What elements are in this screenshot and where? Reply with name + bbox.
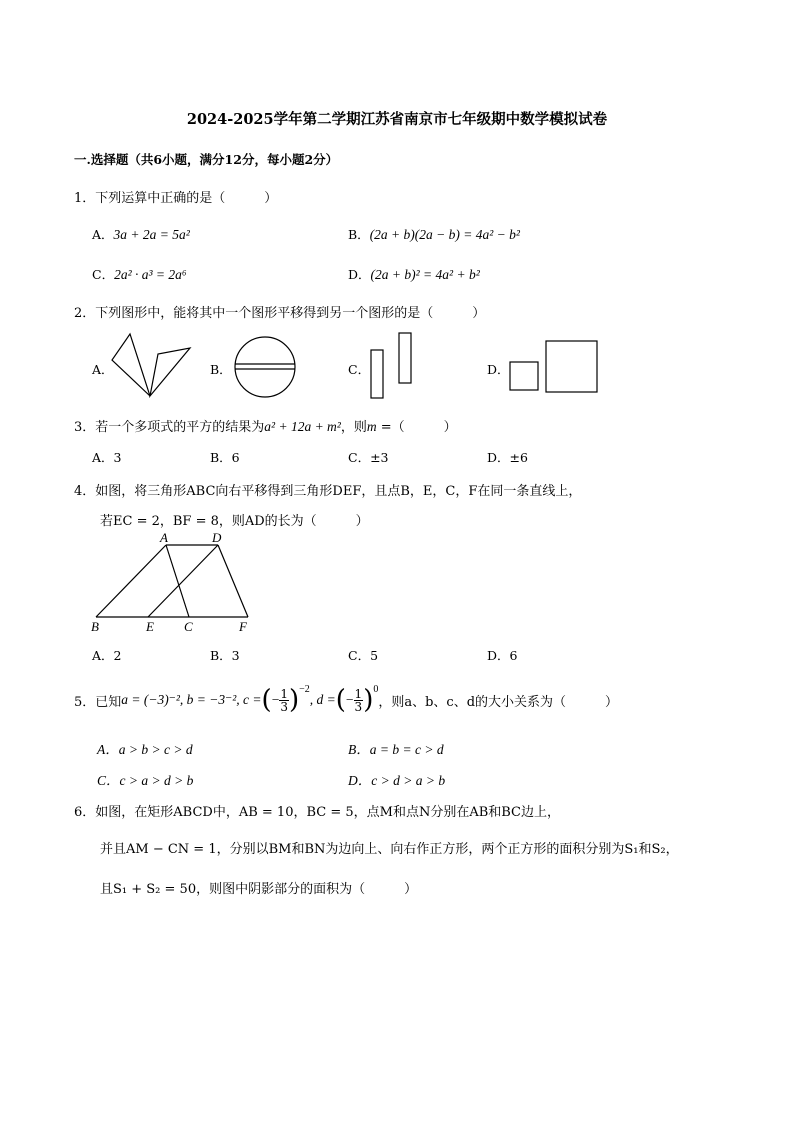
q3-option-a[interactable]: A．3	[92, 450, 122, 465]
q1-option-b[interactable]	[348, 225, 520, 243]
q4-label-a: A	[160, 530, 168, 545]
q3-stem	[74, 416, 457, 435]
q4-stem-line2: 若EC = 2，BF = 8，则AD的长为（ ）	[100, 514, 369, 529]
q1-option-b-expr: (2a + b)(2a − b) = 4a² − b²	[369, 227, 520, 242]
q5-d-close-paren: )	[363, 685, 374, 715]
q4-label-d: D	[212, 530, 222, 545]
q5-d-frac-num: 1	[354, 686, 363, 701]
q4-label-b: B	[91, 619, 99, 634]
q3-option-b[interactable]: B．6	[210, 450, 240, 465]
q1-option-a[interactable]	[92, 225, 190, 243]
q5-d-def: , d =	[309, 692, 336, 707]
q2-figure-c-rectangles	[368, 330, 418, 402]
q1-option-a-label: A．	[92, 227, 114, 242]
q5-d-open-paren: (	[335, 685, 346, 715]
q4-figure-translated-triangles	[88, 530, 258, 635]
q3-stem-post: =（ ）	[376, 420, 457, 435]
q1-option-d-label: D．	[348, 267, 371, 282]
q5-d-fraction	[354, 688, 364, 713]
q5-c-exponent: −2	[299, 684, 310, 695]
q4-label-e: E	[146, 619, 154, 634]
q5-a-b-c-defs: a = (−3)⁻², b = −3⁻², c =	[121, 692, 262, 707]
q4-label-c: C	[184, 619, 193, 634]
q5-stem	[74, 680, 618, 720]
q5-stem-pre: 5．已知	[74, 694, 122, 710]
q5-option-b[interactable]: B．a = b = c > d	[348, 742, 444, 757]
q2-stem: 2．下列图形中，能将其中一个图形平移得到另一个图形的是（ ）	[74, 306, 486, 321]
q2-figure-d-squares	[506, 338, 602, 396]
q4-label-f: F	[239, 619, 247, 634]
q2-option-a-label[interactable]: A．	[92, 362, 114, 377]
q4-option-d[interactable]: D．6	[487, 648, 518, 663]
q5-d-neg: −	[345, 692, 354, 707]
q6-stem-line3: 且S₁ + S₂ = 50，则图中阴影部分的面积为（ ）	[100, 882, 418, 897]
q4-option-b[interactable]: B．3	[210, 648, 240, 663]
q3-option-d[interactable]: D．±6	[487, 450, 528, 465]
q3-stem-var: m	[366, 419, 377, 434]
q5-c-fraction	[279, 688, 289, 713]
q4-stem-line1: 4．如图，将三角形ABC向右平移得到三角形DEF，且点B，E，C，F在同一条直线上，	[74, 484, 582, 499]
q2-option-d-label[interactable]: D．	[487, 362, 510, 377]
q5-c-close-paren: )	[288, 685, 300, 715]
q2-figure-b-split-circle	[230, 335, 302, 399]
q1-option-c[interactable]	[92, 265, 187, 283]
q5-c-frac-num: 1	[280, 686, 288, 701]
q5-option-d[interactable]: D．c > d > a > b	[348, 773, 446, 788]
q5-stem-post: ，则a、b、c、d的大小关系为（ ）	[378, 694, 619, 710]
q1-option-b-label: B．	[348, 227, 370, 242]
q4-option-c[interactable]: C．5	[348, 648, 379, 663]
q5-option-a[interactable]: A．a > b > c > d	[97, 742, 193, 757]
q5-c-neg: −	[271, 692, 280, 707]
q3-stem-expr: a² + 12a + m²	[264, 419, 341, 434]
q2-option-b-label[interactable]: B．	[210, 362, 232, 377]
q3-stem-mid: ，则	[340, 420, 367, 435]
q1-stem: 1．下列运算中正确的是（ ）	[74, 191, 278, 206]
q5-c-frac-den: 3	[280, 699, 288, 714]
q1-option-c-label: C．	[92, 267, 115, 282]
q2-option-c-label[interactable]: C．	[348, 362, 371, 377]
q5-option-c[interactable]: C．c > a > d > b	[97, 773, 194, 788]
q3-stem-pre: 3．若一个多项式的平方的结果为	[74, 420, 265, 435]
q5-c-open-paren: (	[261, 685, 272, 715]
section-heading: 一.选择题（共6小题，满分12分，每小题2分）	[74, 152, 339, 167]
q3-option-c[interactable]: C．±3	[348, 450, 389, 465]
q5-d-frac-den: 3	[354, 699, 363, 714]
q1-option-c-expr: 2a² · a³ = 2a⁶	[114, 267, 187, 282]
page-title: 2024-2025学年第二学期江苏省南京市七年级期中数学模拟试卷	[186, 111, 608, 128]
q1-option-d[interactable]	[348, 265, 480, 283]
q6-stem-line2: 并且AM − CN = 1，分别以BM和BN为边向上、向右作正方形，两个正方形的面积分别为S₁和S₂，	[100, 842, 679, 857]
q1-option-d-expr: (2a + b)² = 4a² + b²	[370, 267, 480, 282]
q1-option-a-expr: 3a + 2a = 5a²	[113, 227, 190, 242]
q5-d-exponent: 0	[373, 684, 379, 695]
q2-figure-a-kite-shapes	[108, 330, 198, 400]
q6-stem-line1: 6．如图，在矩形ABCD中，AB = 10，BC = 5，点M和点N分别在AB和BC边上，	[74, 805, 561, 820]
q4-option-a[interactable]: A．2	[92, 648, 122, 663]
